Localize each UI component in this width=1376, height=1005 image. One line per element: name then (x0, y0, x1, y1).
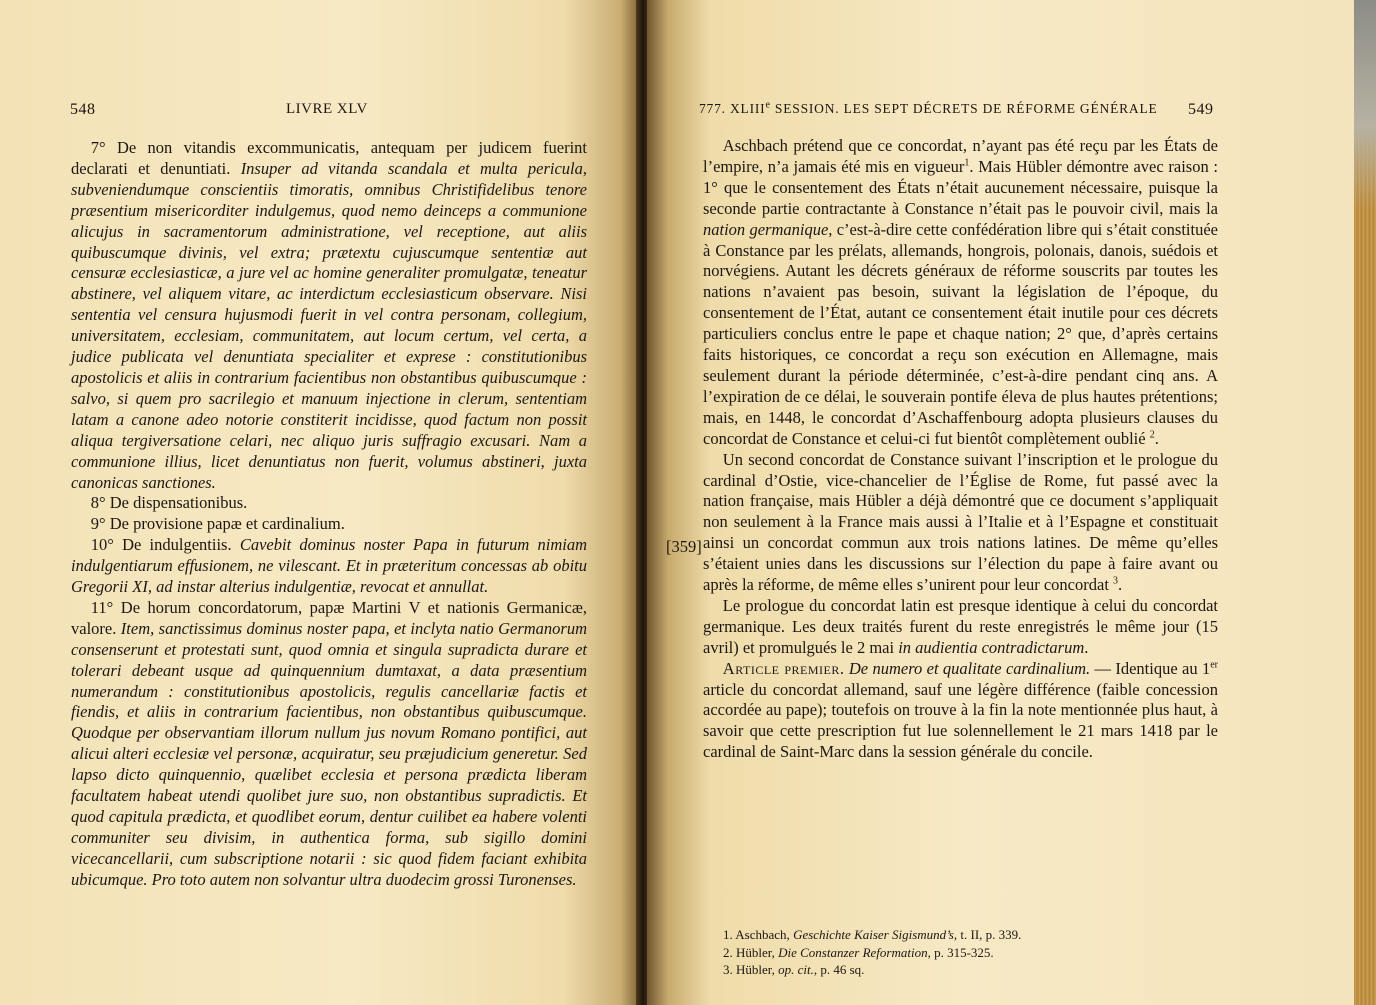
footnote (723, 926, 1103, 944)
footnote-number: 1. (723, 927, 733, 942)
latin-text: Item, sanctissimus dominus noster papa, et inclyta natio Germanorum consenserunt et protestati sunt, quod omnia et singula supradicta durare et tolerari debeant usque ad quinquennium dumtaxat, a data præsentium numerandum : constitutionibus apostolicis, regulis cancellariæ factis et fiendis, et aliis in contrarium facientibus, non obstantibus quibuscumque. Quodque per observantiam illorum nullum jus novum Romano pontifici, aut alicui alteri ecclesiæ vel personæ, acquiratur, seu præjudicium generetur. Sed lapso dicto quinquennio, quælibet ecclesia et persona prædicta liberam facultatem habeat utendi quolibet jure suo, non obstantibus supradictis. Et quod capitula prædicta, et quodlibet eorum, dentur cuilibet ea habere volenti communiter seu divisim, in authentica forma, sub sigillo domini vicecancellarii, cum subscriptione notarii : sic quod fidem faciant exhibita ubicumque. Pro toto autem non solvantur ultra duodecim grossi Turonenses. (71, 618, 588, 889)
footnote-author: Aschbach, (735, 927, 790, 942)
footnote-title: Die Constanzer Reformation, (778, 944, 931, 960)
latin-text: Cavebit dominus noster Papa in futurum nimiam indulgentiarum effusionem, ne vilescant. Et in præteritum concessas ab obitu Gregorii XI, ad instar alterius indulgentiæ, revocat et annullat. (71, 535, 587, 597)
running-head (699, 101, 1158, 117)
footnotes (723, 926, 1103, 979)
left-page (0, 0, 640, 1005)
footnote-ref-text: p. 46 sq. (820, 962, 865, 977)
paragraph-heading: 11° De horum concordatorum, papæ Martini V et nationis Germanicæ, valore. (71, 597, 587, 638)
text-run: — Identique au 1 (1090, 658, 1211, 678)
text-run: Un second concordat de Constance suivant l’inscription et le prologue du cardinal d’Ostie, vice-chancelier de l’Église de Rome, fut passé avec la nation française, mais Hübler a déjà démontré que ce document s’appliquait non seulement à la France mais aussi à l’Italie et à l’Espagne et constituait ainsi un concordat commun aux trois nations latines. De même qu’elles s’étaient unies dans les discussions sur l’élection du pape à faire avant ou après la réforme, de même elles s’unirent pour leur concordat (703, 449, 1218, 595)
text-run: . (1154, 428, 1159, 448)
running-head-sup: e (765, 99, 771, 111)
emphasis: De numero et qualitate cardinalium. (848, 658, 1091, 678)
paragraph-heading: 7° De non vitandis excommunicatis, antequam per judicem fuerint declarati et denuntiati. (71, 138, 587, 178)
text-run: . (1084, 637, 1089, 657)
paragraph (703, 136, 1218, 450)
running-head: LIVRE XLV (286, 101, 368, 117)
page-number: 549 (1188, 101, 1214, 118)
paragraph (703, 659, 1218, 764)
paragraph: 9° De provisione papæ et cardinalium. (90, 514, 345, 534)
margin-marker: [359] (666, 537, 702, 556)
article-heading: Article premier. (722, 658, 845, 678)
footnote-title: Geschichte Kaiser Sigismund’s, (793, 927, 958, 942)
text-run: . Mais Hübler démontre avec raison : 1° que le consentement des États n’était aucunement nécessaire, puisque la seconde partie contractante à Constance n’était pas le pouvoir civil, mais la (703, 156, 1218, 218)
paragraph (71, 598, 587, 891)
footnote-author: Hübler, (736, 944, 775, 960)
footnote-ref-text: p. 315-325. (934, 944, 994, 960)
page-edges (1354, 0, 1376, 1005)
right-page (647, 0, 1354, 1005)
running-head-number: 777. XLIII (699, 101, 766, 116)
footnote (723, 961, 1103, 979)
text-run: , c’est-à-dire cette confédération libre qui s’était constituée à Constance par les prélats, allemands, hongrois, polonais, danois, suédois et norvégiens. Autant les décrets généraux de réforme souscrits par toutes les nations n’avaient pas besoin, suivant la législation de l’époque, du consentement de l’État, autant ce consentement était inutile pour ces décrets particuliers conclus entre le pape et chaque nation; 2° que, d’après certains faits historiques, ce concordat a reçu son exécution en Allemagne, mais seulement durant la période déterminée, c’est-à-dire pendant cinq ans. A l’expiration de ce délai, le souverain pontife éleva de plus hautes prétentions; mais, en 1448, le concordat d’Aschaffenbourg adopta plusieurs clauses du concordat de Constance et celui-ci fut bientôt complètement oublié (703, 219, 1218, 448)
footnote (723, 944, 1103, 962)
footnote-ref: 2 (1149, 429, 1155, 441)
running-head-title: SESSION. LES SEPT DÉCRETS DE RÉFORME GÉNÉRALE (770, 101, 1158, 116)
body-text (703, 136, 1218, 763)
paragraph (703, 450, 1218, 596)
text-run: Aschbach prétend que ce concordat, n’ayant pas été reçu par les États de l’empire, n’a jamais été mis en vigueur (703, 136, 1218, 176)
footnote-ref-text: t. II, p. 339. (960, 927, 1022, 942)
text-run: . (1118, 575, 1123, 595)
footnote-ref: 3 (1113, 575, 1119, 587)
footnote-title: op. cit., (778, 962, 818, 977)
latin-text: Insuper ad vitanda scandala et multa pericula, subveniendumque conscientiis timoratis, omnibus Christifidelibus tenore præsentium misericorditer indulgemus, quod nemo deinceps a communione alicujus in sacramentorum administratione, vel receptione, aut aliis quibuscumque divinis, vel extra; prætextu cujuscumque sententiæ aut censuræ ecclesiasticæ, a jure vel ac homine generaliter promulgatæ, teneatur abstinere, vel aliquem vitare, ac interdictum ecclesiasticum observare. Nisi sententia vel censura hujusmodi fuerit in vel contra personam, collegium, universitatem, ecclesiam, communitatem, aut locum certum, vel certa, a judice publicata vel denuntiata specialiter et exprese : constitutionibus apostolicis et aliis in contrarium facientibus non obstantibus quibuscumque : salvo, si quem pro sacrilegio et manuum injectione in clerum, sententiam latam a canone adeo notorie constiterit incidisse, quod factum non possit aliqua tergiversatione celari, nec aliquo juris suffragio excusari. Nam a communione illius, licet denuntiatus non fuerit, volumus abstineri, juxta canonicas sanctiones. (71, 158, 588, 492)
paragraph: 8° De dispensationibus. (90, 493, 248, 513)
text-run: Le prologue du concordat latin est presque identique à celui du concordat germanique. Les deux traités furent du reste enregistrés le même jour (15 avril) et promulgués le 2 mai (703, 595, 1218, 657)
footnote-number: 2. (723, 944, 733, 960)
emphasis: in audientia contradictarum (898, 637, 1085, 657)
paragraph (71, 535, 587, 598)
page-number: 548 (70, 101, 96, 118)
text-run: article du concordat allemand, sauf une légère différence (faible concession accordée au pape); toutefois on trouve à la fin la note mentionnée plus haut, à savoir que cette prescription fut lue solennellement le 21 mars 1418 par le cardinal de Saint-Marc dans la session générale du concile. (703, 679, 1218, 762)
footnote-number: 3. (723, 962, 733, 977)
footnote-author: Hübler, (736, 962, 775, 977)
body-text (71, 138, 587, 891)
paragraph (703, 596, 1218, 659)
footnote-ref: 1 (964, 157, 970, 169)
paragraph (71, 138, 587, 493)
emphasis: nation germanique (703, 219, 829, 239)
ordinal-sup: er (1210, 659, 1219, 671)
paragraph-heading: 10° De indulgentiis. (90, 535, 232, 555)
